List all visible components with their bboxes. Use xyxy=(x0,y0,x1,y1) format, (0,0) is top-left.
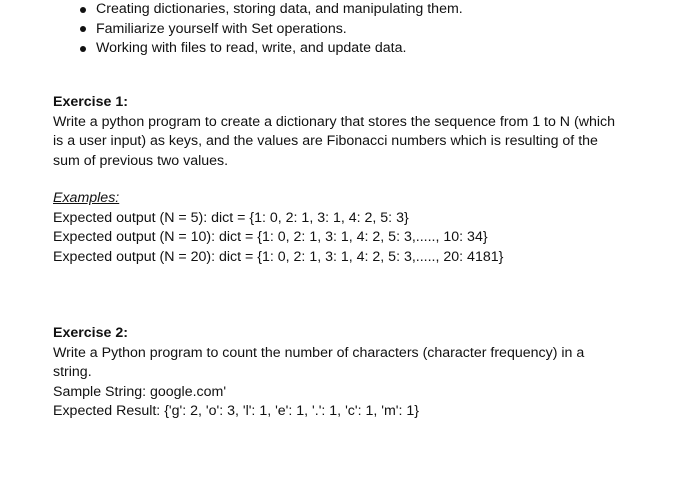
example-output: Expected output (N = 20): dict = {1: 0, 2: 1, 3: 1, 4: 2, 5: 3,....., 20: 4181} xyxy=(53,248,504,265)
objective-item xyxy=(80,39,463,59)
example-output: Expected output (N = 5): dict = {1: 0, 2: 1, 3: 1, 4: 2, 5: 3} xyxy=(53,209,409,226)
exercise-1-examples xyxy=(53,189,653,267)
exercise-1-description-line: Write a python program to create a dictionary that stores the sequence from 1 to N (which xyxy=(53,113,615,130)
exercise-1-section xyxy=(53,93,653,171)
exercise-1-description-line: sum of previous two values. xyxy=(53,152,229,169)
exercise-1-heading: Exercise 1: xyxy=(53,94,128,110)
exercise-2-section xyxy=(53,324,653,422)
exercise-2-heading: Exercise 2: xyxy=(53,325,128,341)
objective-item xyxy=(80,0,463,20)
bullet-icon xyxy=(80,46,86,52)
bullet-icon xyxy=(80,26,86,32)
bullet-icon xyxy=(80,7,86,13)
objectives-list xyxy=(80,0,463,59)
exercise-2-description-line: Write a Python program to count the number of characters (character frequency) in a xyxy=(53,344,585,361)
objective-text: Working with files to read, write, and update data. xyxy=(96,40,407,56)
sample-string: Sample String: google.com' xyxy=(53,383,227,400)
objective-text: Creating dictionaries, storing data, and manipulating them. xyxy=(96,1,463,17)
objective-item xyxy=(80,20,463,40)
expected-result: Expected Result: {'g': 2, 'o': 3, 'l': 1, 'e': 1, '.': 1, 'c': 1, 'm': 1} xyxy=(53,403,419,419)
example-output: Expected output (N = 10): dict = {1: 0, 2: 1, 3: 1, 4: 2, 5: 3,....., 10: 34} xyxy=(53,229,488,245)
objective-text: Familiarize yourself with Set operations. xyxy=(96,20,347,37)
examples-label: Examples: xyxy=(53,190,120,206)
exercise-2-description-line: string. xyxy=(53,364,92,380)
exercise-1-description-line: is a user input) as keys, and the values are Fibonacci numbers which is resulting of the xyxy=(53,133,598,149)
